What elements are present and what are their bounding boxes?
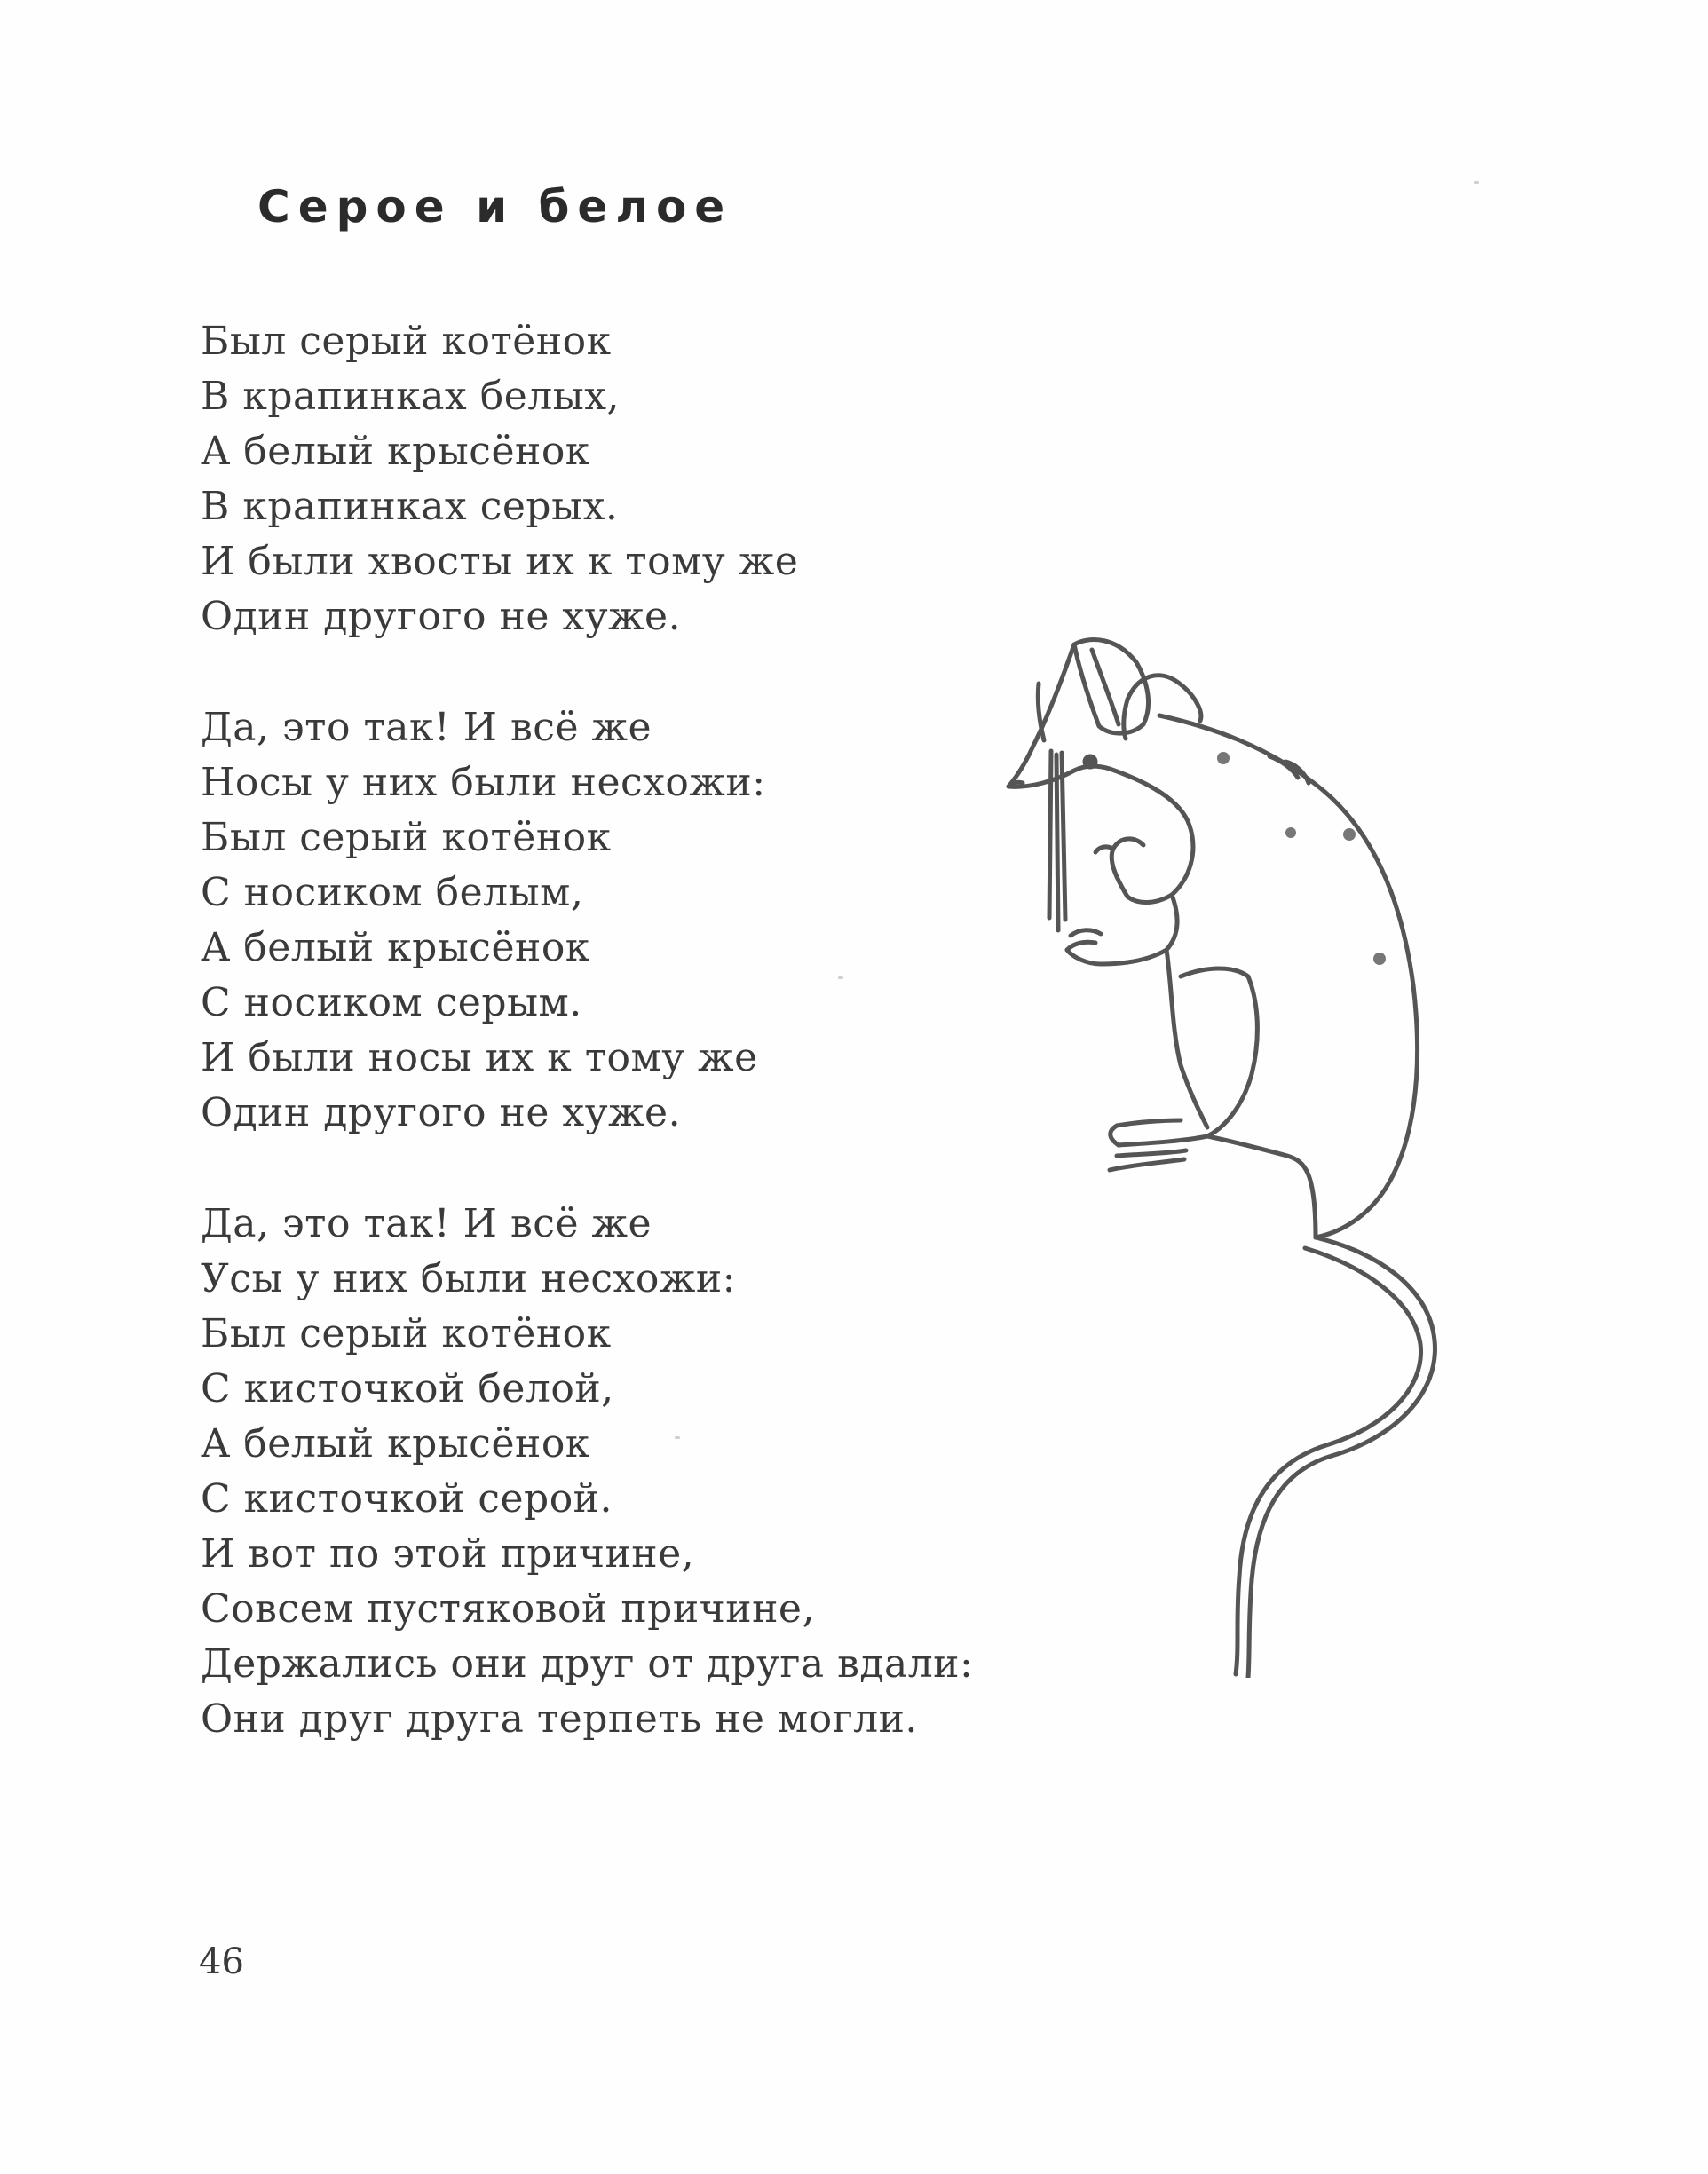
poem-title: Серое и белое [257,181,733,233]
poem-line: Совсем пустяковой причине, [201,1586,815,1632]
poem-line: С кисточкой белой, [201,1366,614,1411]
poem-line: В крапинках белых, [201,374,621,419]
poem-body [201,314,1088,1747]
poem-line: Да, это так! И всё же [201,705,652,750]
poem-line: Носы у них были несхожи: [201,760,766,805]
poem-line: С носиком белым, [201,870,584,915]
scan-speck [838,976,843,979]
poem-line: И были хвосты их к тому же [201,539,799,584]
poem-line: Один другого не хуже. [201,594,682,639]
poem-line: С кисточкой серой. [201,1476,613,1522]
poem-line: Был серый котёнок [201,319,612,364]
poem-line: С носиком серым. [201,980,582,1025]
page-number: 46 [199,1941,244,1982]
stanza-1 [201,314,1088,644]
poem-line: Да, это так! И всё же [201,1201,652,1246]
rat-illustration [1003,613,1571,1678]
poem-line: А белый крысёнок [201,1421,590,1466]
poem-line: И были носы их к тому же [201,1035,758,1080]
poem-line: Держались они друг от друга вдали: [201,1641,974,1687]
poem-line: Был серый котёнок [201,815,612,860]
rat-drawing-icon [1003,613,1571,1678]
poem-line: Усы у них были несхожи: [201,1256,736,1301]
poem-line: А белый крысёнок [201,429,590,474]
poem-line: А белый крысёнок [201,925,590,970]
poem-line: Они друг друга терпеть не могли. [201,1696,918,1742]
poem-line: В крапинках серых. [201,484,619,529]
stanza-2 [201,700,1088,1141]
poem-line: Один другого не хуже. [201,1090,682,1135]
stanza-3 [201,1197,1088,1747]
poem-line: Был серый котёнок [201,1311,612,1356]
scan-speck [675,1436,680,1439]
scan-speck [1474,181,1479,184]
poem-line: И вот по этой причине, [201,1531,695,1577]
